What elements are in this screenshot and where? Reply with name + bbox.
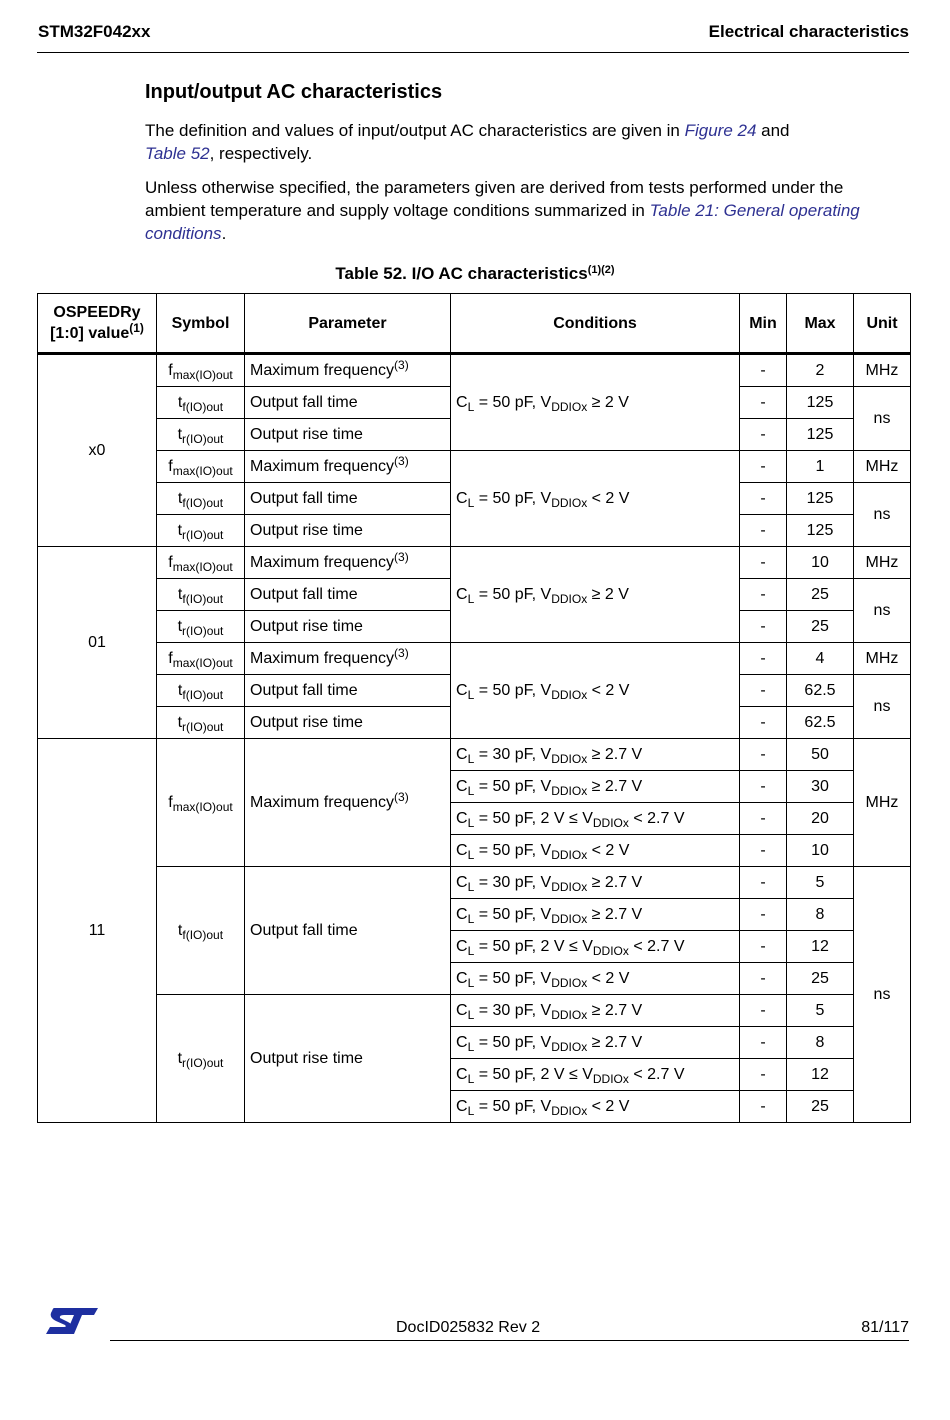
min-cell: -	[740, 611, 787, 643]
table-header-row	[38, 294, 911, 354]
col-conditions: Conditions	[451, 294, 740, 354]
max-cell: 25	[787, 963, 854, 995]
unit-cell: ns	[854, 579, 911, 643]
max-cell: 62.5	[787, 675, 854, 707]
footer-rule	[110, 1340, 909, 1341]
parameter-cell: Maximum frequency$^{(3)}$	[245, 739, 451, 867]
max-cell: 5	[787, 995, 854, 1027]
symbol-cell: $t_{f(IO)out}$	[157, 675, 245, 707]
condition-cell: $C_L = 50$ pF, $V_{DDIOx} \ge 2.7$ V	[451, 899, 740, 931]
unit-cell: MHz	[854, 354, 911, 387]
parameter-cell: Maximum frequency$^{(3)}$	[245, 547, 451, 579]
parameter-cell: Output fall time	[245, 867, 451, 995]
table-row	[38, 451, 911, 483]
table-row	[38, 547, 911, 579]
unit-cell: MHz	[854, 451, 911, 483]
table-52-link[interactable]: Table 52	[145, 144, 210, 163]
max-cell: 12	[787, 1059, 854, 1091]
unit-cell: MHz	[854, 547, 911, 579]
parameter-cell: Maximum frequency$^{(3)}$	[245, 643, 451, 675]
table-row	[38, 643, 911, 675]
parameter-cell: Output rise time	[245, 419, 451, 451]
symbol-cell: $f_{max(IO)out}$	[157, 451, 245, 483]
parameter-cell: Output fall time	[245, 483, 451, 515]
footer-page-number: 81/117	[861, 1319, 909, 1336]
condition-cell: $C_L = 50$ pF, $V_{DDIOx} < 2$ V	[451, 451, 740, 547]
condition-cell: $C_L = 50$ pF, 2 $V \le V_{DDIOx} < 2.7$ V	[451, 803, 740, 835]
header-section-title: Electrical characteristics	[708, 22, 909, 41]
min-cell: -	[740, 963, 787, 995]
unit-cell: MHz	[854, 643, 911, 675]
mode-cell: 01	[38, 547, 157, 739]
table-row	[38, 739, 911, 771]
min-cell: -	[740, 899, 787, 931]
symbol-cell: $t_{r(IO)out}$	[157, 995, 245, 1123]
table-21-link[interactable]: Table 21: General operating conditions	[145, 201, 860, 243]
table-caption: Table 52. I/O AC characteristics$^{(1)(2)}$	[335, 264, 615, 283]
parameter-cell: Output fall time	[245, 675, 451, 707]
max-cell: 30	[787, 771, 854, 803]
min-cell: -	[740, 707, 787, 739]
unit-cell: ns	[854, 675, 911, 739]
max-cell: 8	[787, 1027, 854, 1059]
condition-cell: $C_L = 30$ pF, $V_{DDIOx} \ge 2.7$ V	[451, 867, 740, 899]
parameter-cell: Output rise time	[245, 995, 451, 1123]
col-ospeed: OSPEEDRy [1:0] value$^{(1)}$	[38, 294, 157, 354]
condition-cell: $C_L = 50$ pF, $V_{DDIOx} < 2$ V	[451, 643, 740, 739]
symbol-cell: $t_{r(IO)out}$	[157, 707, 245, 739]
max-cell: 25	[787, 579, 854, 611]
symbol-cell: $t_{f(IO)out}$	[157, 867, 245, 995]
table-row	[38, 995, 911, 1027]
max-cell: 12	[787, 931, 854, 963]
max-cell: 8	[787, 899, 854, 931]
symbol-cell: $t_{r(IO)out}$	[157, 611, 245, 643]
condition-cell: $C_L = 30$ pF, $V_{DDIOx} \ge 2.7$ V	[451, 739, 740, 771]
parameter-cell: Output fall time	[245, 579, 451, 611]
col-symbol: Symbol	[157, 294, 245, 354]
section-title: Input/output AC characteristics	[145, 81, 443, 103]
max-cell: 62.5	[787, 707, 854, 739]
condition-cell: $C_L = 50$ pF, $V_{DDIOx} \ge 2$ V	[451, 547, 740, 643]
parameter-cell: Output fall time	[245, 387, 451, 419]
max-cell: 25	[787, 611, 854, 643]
st-logo-icon	[44, 1304, 100, 1338]
max-cell: 20	[787, 803, 854, 835]
unit-cell: ns	[854, 867, 911, 1123]
min-cell: -	[740, 354, 787, 387]
condition-cell: $C_L = 50$ pF, $V_{DDIOx} \ge 2.7$ V	[451, 1027, 740, 1059]
max-cell: 125	[787, 419, 854, 451]
symbol-cell: $f_{max(IO)out}$	[157, 739, 245, 867]
parameter-cell: Maximum frequency$^{(3)}$	[245, 354, 451, 387]
max-cell: 125	[787, 483, 854, 515]
parameter-cell: Maximum frequency$^{(3)}$	[245, 451, 451, 483]
min-cell: -	[740, 739, 787, 771]
unit-cell: ns	[854, 483, 911, 547]
min-cell: -	[740, 643, 787, 675]
intro-paragraph: The definition and values of input/output AC characteristics are given in Figure 24 and Table 52, respectively.	[145, 121, 790, 163]
max-cell: 10	[787, 547, 854, 579]
table-row	[38, 354, 911, 387]
min-cell: -	[740, 867, 787, 899]
min-cell: -	[740, 771, 787, 803]
symbol-cell: $f_{max(IO)out}$	[157, 643, 245, 675]
condition-cell: $C_L = 50$ pF, $V_{DDIOx} < 2$ V	[451, 1091, 740, 1123]
io-ac-characteristics-table	[37, 293, 911, 1123]
min-cell: -	[740, 419, 787, 451]
min-cell: -	[740, 1091, 787, 1123]
max-cell: 5	[787, 867, 854, 899]
figure-24-link[interactable]: Figure 24	[684, 121, 757, 140]
min-cell: -	[740, 1027, 787, 1059]
mode-cell: x0	[38, 354, 157, 547]
min-cell: -	[740, 547, 787, 579]
max-cell: 125	[787, 387, 854, 419]
max-cell: 2	[787, 354, 854, 387]
parameter-cell: Output rise time	[245, 515, 451, 547]
col-unit: Unit	[854, 294, 911, 354]
min-cell: -	[740, 579, 787, 611]
min-cell: -	[740, 387, 787, 419]
min-cell: -	[740, 515, 787, 547]
symbol-cell: $t_{f(IO)out}$	[157, 579, 245, 611]
max-cell: 50	[787, 739, 854, 771]
table-row	[38, 867, 911, 899]
max-cell: 25	[787, 1091, 854, 1123]
symbol-cell: $t_{r(IO)out}$	[157, 419, 245, 451]
header-doc-title: STM32F042xx	[38, 22, 151, 41]
max-cell: 10	[787, 835, 854, 867]
min-cell: -	[740, 451, 787, 483]
symbol-cell: $t_{f(IO)out}$	[157, 387, 245, 419]
mode-cell: 11	[38, 739, 157, 1123]
parameter-cell: Output rise time	[245, 611, 451, 643]
conditions-paragraph: Unless otherwise specified, the parameters given are derived from tests performed under the ambient temperature and supply voltage conditions summarized in Table 21: General operating conditions.	[145, 178, 860, 243]
symbol-cell: $f_{max(IO)out}$	[157, 547, 245, 579]
min-cell: -	[740, 995, 787, 1027]
condition-cell: $C_L = 50$ pF, 2 $V \le V_{DDIOx} < 2.7$ V	[451, 931, 740, 963]
max-cell: 1	[787, 451, 854, 483]
unit-cell: MHz	[854, 739, 911, 867]
max-cell: 125	[787, 515, 854, 547]
condition-cell: $C_L = 50$ pF, $V_{DDIOx} < 2$ V	[451, 963, 740, 995]
symbol-cell: $t_{f(IO)out}$	[157, 483, 245, 515]
condition-cell: $C_L = 50$ pF, 2 $V \le V_{DDIOx} < 2.7$ V	[451, 1059, 740, 1091]
col-max: Max	[787, 294, 854, 354]
min-cell: -	[740, 835, 787, 867]
min-cell: -	[740, 675, 787, 707]
col-min: Min	[740, 294, 787, 354]
min-cell: -	[740, 931, 787, 963]
header-rule	[37, 52, 909, 53]
condition-cell: $C_L = 50$ pF, $V_{DDIOx} < 2$ V	[451, 835, 740, 867]
condition-cell: $C_L = 50$ pF, $V_{DDIOx} \ge 2.7$ V	[451, 771, 740, 803]
min-cell: -	[740, 803, 787, 835]
symbol-cell: $f_{max(IO)out}$	[157, 354, 245, 387]
symbol-cell: $t_{r(IO)out}$	[157, 515, 245, 547]
col-parameter: Parameter	[245, 294, 451, 354]
parameter-cell: Output rise time	[245, 707, 451, 739]
footer-doc-id: DocID025832 Rev 2	[396, 1319, 541, 1336]
min-cell: -	[740, 1059, 787, 1091]
unit-cell: ns	[854, 387, 911, 451]
max-cell: 4	[787, 643, 854, 675]
condition-cell: $C_L = 30$ pF, $V_{DDIOx} \ge 2.7$ V	[451, 995, 740, 1027]
min-cell: -	[740, 483, 787, 515]
condition-cell: $C_L = 50$ pF, $V_{DDIOx} \ge 2$ V	[451, 354, 740, 451]
